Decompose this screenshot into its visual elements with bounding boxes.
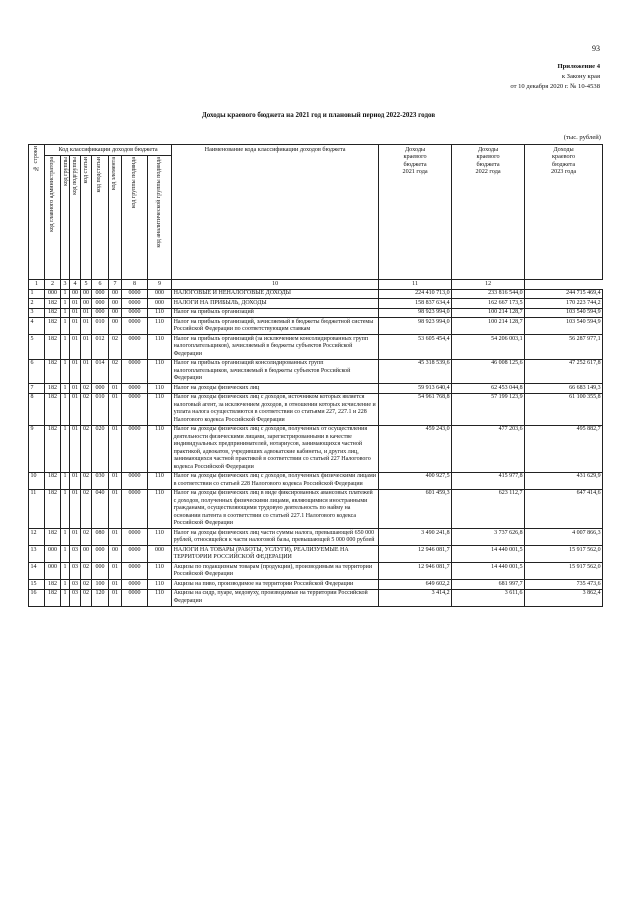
code-cell: 1 — [61, 299, 70, 309]
code-cell: 010 — [92, 318, 109, 335]
name-cell: Акцизы на пиво, производимое на территории Российской Федерации — [172, 580, 379, 590]
code-cell: 012 — [92, 335, 109, 360]
code-cell: 1 — [61, 359, 70, 384]
value-2021-cell: 3 414,2 — [379, 589, 452, 606]
code-cell: 01 — [109, 580, 122, 590]
row-number: 14 — [29, 563, 45, 580]
value-2021-cell: 3 490 241,8 — [379, 529, 452, 546]
code-cell: 0000 — [122, 563, 148, 580]
table-row — [29, 489, 603, 529]
code-cell: 0000 — [122, 335, 148, 360]
code-header: код группы — [61, 156, 70, 280]
code-cell: 01 — [70, 384, 81, 394]
code-cell: 1 — [61, 289, 70, 299]
code-cell: 182 — [45, 359, 61, 384]
code-cell: 02 — [81, 425, 92, 472]
table-row — [29, 563, 603, 580]
code-cell: 0000 — [122, 384, 148, 394]
value-2021-cell: 45 318 539,6 — [379, 359, 452, 384]
name-cell: Налог на доходы физических лиц — [172, 384, 379, 394]
table-row — [29, 529, 603, 546]
classification-group-header: Код классификации доходов бюджета — [45, 145, 172, 156]
row-number: 8 — [29, 393, 45, 425]
code-cell: 000 — [92, 299, 109, 309]
row-number: 7 — [29, 384, 45, 394]
code-cell: 1 — [61, 546, 70, 563]
code-cell: 1 — [61, 335, 70, 360]
code-cell: 01 — [70, 529, 81, 546]
appendix-block — [510, 62, 600, 91]
code-cell: 182 — [45, 335, 61, 360]
row-number: 9 — [29, 425, 45, 472]
code-cell: 0000 — [122, 393, 148, 425]
value-2022-cell: 54 206 003,1 — [452, 335, 525, 360]
code-cell: 03 — [70, 580, 81, 590]
code-cell: 110 — [148, 359, 172, 384]
code-cell: 0000 — [122, 359, 148, 384]
code-cell: 00 — [109, 308, 122, 318]
code-cell: 110 — [148, 308, 172, 318]
value-2023-cell: 244 715 469,4 — [525, 289, 603, 299]
code-header: код группы подвида — [122, 156, 148, 280]
name-cell: Налог на прибыль организаций — [172, 308, 379, 318]
code-cell: 1 — [61, 308, 70, 318]
year-2022-header: Доходы краевого бюджета 2022 года — [452, 145, 525, 280]
name-cell: НАЛОГИ НА ТОВАРЫ (РАБОТЫ, УСЛУГИ), РЕАЛИЗУЕМЫЕ НА ТЕРРИТОРИИ РОССИЙСКОЙ ФЕДЕРАЦИИ — [172, 546, 379, 563]
value-2022-cell: 3 737 626,8 — [452, 529, 525, 546]
code-cell: 02 — [109, 335, 122, 360]
code-cell: 01 — [81, 308, 92, 318]
code-cell: 000 — [92, 384, 109, 394]
code-cell: 01 — [109, 489, 122, 529]
row-number: 5 — [29, 335, 45, 360]
code-cell: 000 — [92, 546, 109, 563]
year-2023-header: Доходы краевого бюджета 2023 года — [525, 145, 603, 280]
code-header: код главного администратора — [45, 156, 61, 280]
name-cell: Налог на прибыль организаций, зачисляемый в бюджеты бюджетной системы Российской Федерации по соответствующим ставкам — [172, 318, 379, 335]
code-cell: 01 — [109, 589, 122, 606]
value-2022-cell: 233 816 544,0 — [452, 289, 525, 299]
row-number: 10 — [29, 472, 45, 489]
code-cell: 01 — [70, 472, 81, 489]
name-cell: Налог на прибыль организаций консолидированных групп налогоплательщиков, зачисляемый в бюджеты субъектов Российской Федерации — [172, 359, 379, 384]
code-cell: 000 — [148, 299, 172, 309]
code-cell: 1 — [61, 384, 70, 394]
column-number: 12 — [452, 280, 525, 290]
table-row — [29, 318, 603, 335]
code-cell: 02 — [81, 489, 92, 529]
code-cell: 01 — [70, 393, 81, 425]
value-2021-cell: 601 459,3 — [379, 489, 452, 529]
code-cell: 02 — [81, 563, 92, 580]
code-cell: 040 — [92, 489, 109, 529]
name-cell: Налог на доходы физических лиц с доходов, источником которых является налоговый агент, за исключением доходов, в отношении которых исчисление и уплата налога осуществляются в соответствии со статьями 227, 227.1 и 228 Налогового кодекса Российской Федерации — [172, 393, 379, 425]
value-2021-cell: 224 410 713,0 — [379, 289, 452, 299]
code-cell: 182 — [45, 425, 61, 472]
table-row — [29, 589, 603, 606]
code-cell: 01 — [70, 335, 81, 360]
code-cell: 0000 — [122, 589, 148, 606]
value-2023-cell: 735 473,6 — [525, 580, 603, 590]
code-cell: 02 — [81, 393, 92, 425]
name-cell: Налог на доходы физических лиц с доходов, полученных от осуществления деятельности физическими лицами, зарегистрированными в качестве индивидуальных предпринимателей, нотариусов, занимающихся частной практикой, адвокатов, учредивших адвокатские кабинеты, и других лиц, занимающихся частной практикой в соответствии со статьей 227 Налогового кодекса Российской Федерации — [172, 425, 379, 472]
code-cell: 00 — [109, 546, 122, 563]
appendix-law: к Закону края — [561, 72, 600, 80]
value-2023-cell: 103 540 594,9 — [525, 318, 603, 335]
code-cell: 1 — [61, 318, 70, 335]
code-header: код аналитической группы подвида — [148, 156, 172, 280]
code-cell: 03 — [70, 589, 81, 606]
code-cell: 0000 — [122, 299, 148, 309]
value-2021-cell: 12 946 081,7 — [379, 546, 452, 563]
column-number: 4 — [70, 280, 81, 290]
value-2022-cell: 62 453 044,8 — [452, 384, 525, 394]
code-cell: 01 — [70, 359, 81, 384]
code-cell: 02 — [81, 589, 92, 606]
code-cell: 01 — [70, 299, 81, 309]
value-2023-cell: 15 917 562,0 — [525, 563, 603, 580]
code-cell: 010 — [92, 393, 109, 425]
value-2023-cell: 431 629,9 — [525, 472, 603, 489]
table-row — [29, 335, 603, 360]
code-cell: 110 — [148, 318, 172, 335]
column-number: 7 — [109, 280, 122, 290]
code-cell: 0000 — [122, 580, 148, 590]
document-title: Доходы краевого бюджета на 2021 год и плановый период 2022-2023 годов — [201, 111, 436, 119]
code-cell: 1 — [61, 589, 70, 606]
value-2023-cell: 103 540 594,9 — [525, 308, 603, 318]
column-number: 5 — [81, 280, 92, 290]
table-row — [29, 289, 603, 299]
table-row — [29, 299, 603, 309]
code-cell: 182 — [45, 393, 61, 425]
value-2022-cell: 14 440 001,5 — [452, 563, 525, 580]
value-2023-cell: 495 882,7 — [525, 425, 603, 472]
code-cell: 182 — [45, 489, 61, 529]
table-row — [29, 546, 603, 563]
code-cell: 182 — [45, 580, 61, 590]
name-cell: Налог на прибыль организаций (за исключением консолидированных групп налогоплательщиков), зачисляемый в бюджеты субъектов Российской Федерации — [172, 335, 379, 360]
code-cell: 00 — [81, 299, 92, 309]
code-cell: 00 — [109, 318, 122, 335]
value-2022-cell: 623 112,7 — [452, 489, 525, 529]
name-cell: Налог на доходы физических лиц в виде фиксированных авансовых платежей с доходов, полученных физическими лицами, являющимися иностранными гражданами, осуществляющими трудовую деятельность по найму на основании патента в соответствии со статьей 227.1 Налогового кодекса Российской Федерации — [172, 489, 379, 529]
code-cell: 000 — [45, 289, 61, 299]
appendix-title: Приложение 4 — [557, 63, 600, 70]
code-cell: 01 — [109, 529, 122, 546]
column-number: 1 — [29, 280, 45, 290]
code-cell: 110 — [148, 335, 172, 360]
code-cell: 01 — [81, 335, 92, 360]
value-2022-cell: 681 997,7 — [452, 580, 525, 590]
value-2022-cell: 162 667 173,5 — [452, 299, 525, 309]
column-number: 2 — [45, 280, 61, 290]
value-2022-cell: 477 203,6 — [452, 425, 525, 472]
value-2023-cell: 4 007 866,3 — [525, 529, 603, 546]
code-cell: 1 — [61, 563, 70, 580]
value-2023-cell: 61 100 355,8 — [525, 393, 603, 425]
code-cell: 110 — [148, 529, 172, 546]
code-cell: 01 — [109, 563, 122, 580]
row-number-header: № строки — [29, 145, 45, 280]
code-cell: 02 — [81, 472, 92, 489]
value-2023-cell: 15 917 562,0 — [525, 546, 603, 563]
code-cell: 110 — [148, 580, 172, 590]
code-cell: 02 — [81, 529, 92, 546]
code-cell: 000 — [92, 308, 109, 318]
budget-table — [28, 144, 603, 607]
name-cell: НАЛОГОВЫЕ И НЕНАЛОГОВЫЕ ДОХОДЫ — [172, 289, 379, 299]
code-cell: 00 — [81, 289, 92, 299]
row-number: 2 — [29, 299, 45, 309]
code-cell: 182 — [45, 318, 61, 335]
code-cell: 02 — [109, 359, 122, 384]
units-label: (тыс. рублей) — [563, 134, 601, 141]
code-cell: 110 — [148, 563, 172, 580]
code-cell: 1 — [61, 425, 70, 472]
code-cell: 000 — [45, 563, 61, 580]
code-cell: 000 — [148, 546, 172, 563]
code-cell: 000 — [45, 546, 61, 563]
code-header: код элемента — [109, 156, 122, 280]
value-2021-cell: 98 923 994,0 — [379, 318, 452, 335]
code-cell: 182 — [45, 472, 61, 489]
code-cell: 1 — [61, 472, 70, 489]
code-cell: 110 — [148, 384, 172, 394]
code-cell: 182 — [45, 308, 61, 318]
name-cell: Налог на доходы физических лиц части суммы налога, превышающей 650 000 рублей, относящейся к части налоговой базы, превышающей 5 000 000 рублей — [172, 529, 379, 546]
column-number: 6 — [92, 280, 109, 290]
code-cell: 0000 — [122, 529, 148, 546]
code-cell: 182 — [45, 529, 61, 546]
column-number: 8 — [122, 280, 148, 290]
code-cell: 01 — [81, 359, 92, 384]
code-cell: 110 — [148, 393, 172, 425]
code-cell: 01 — [109, 384, 122, 394]
row-number: 16 — [29, 589, 45, 606]
table-row — [29, 425, 603, 472]
year-2021-header: Доходы краевого бюджета 2021 года — [379, 145, 452, 280]
code-cell: 030 — [92, 472, 109, 489]
value-2021-cell: 459 243,0 — [379, 425, 452, 472]
value-2021-cell: 53 605 454,4 — [379, 335, 452, 360]
column-number: 3 — [61, 280, 70, 290]
code-header: код подгруппы — [70, 156, 81, 280]
code-cell: 01 — [70, 425, 81, 472]
value-2022-cell: 57 199 123,9 — [452, 393, 525, 425]
code-cell: 02 — [81, 384, 92, 394]
code-cell: 01 — [70, 308, 81, 318]
code-cell: 0000 — [122, 318, 148, 335]
row-number: 11 — [29, 489, 45, 529]
value-2023-cell: 56 287 977,1 — [525, 335, 603, 360]
code-cell: 03 — [70, 546, 81, 563]
value-2021-cell: 12 946 081,7 — [379, 563, 452, 580]
value-2021-cell: 54 961 768,8 — [379, 393, 452, 425]
page-number: 93 — [592, 44, 600, 53]
code-cell: 000 — [92, 289, 109, 299]
value-2021-cell: 649 602,2 — [379, 580, 452, 590]
value-2023-cell: 647 414,6 — [525, 489, 603, 529]
code-cell: 0000 — [122, 425, 148, 472]
value-2022-cell: 415 977,8 — [452, 472, 525, 489]
table-row — [29, 308, 603, 318]
name-cell: НАЛОГИ НА ПРИБЫЛЬ, ДОХОДЫ — [172, 299, 379, 309]
value-2023-cell: 47 252 617,8 — [525, 359, 603, 384]
code-cell: 1 — [61, 489, 70, 529]
code-cell: 0000 — [122, 546, 148, 563]
code-cell: 110 — [148, 425, 172, 472]
code-cell: 01 — [109, 393, 122, 425]
code-cell: 110 — [148, 489, 172, 529]
row-number: 13 — [29, 546, 45, 563]
row-number: 15 — [29, 580, 45, 590]
code-cell: 1 — [61, 580, 70, 590]
table-row — [29, 384, 603, 394]
code-cell: 0000 — [122, 289, 148, 299]
value-2023-cell: 66 683 149,3 — [525, 384, 603, 394]
table-row — [29, 393, 603, 425]
code-cell: 0000 — [122, 489, 148, 529]
code-cell: 020 — [92, 425, 109, 472]
code-cell: 01 — [81, 318, 92, 335]
code-cell: 182 — [45, 299, 61, 309]
code-cell: 01 — [109, 425, 122, 472]
code-cell: 110 — [148, 589, 172, 606]
code-cell: 00 — [70, 289, 81, 299]
value-2021-cell: 158 837 634,4 — [379, 299, 452, 309]
column-number: 10 — [172, 280, 379, 290]
appendix-date: от 10 декабря 2020 г. № 10-4538 — [510, 82, 600, 90]
code-cell: 03 — [70, 563, 81, 580]
row-number: 12 — [29, 529, 45, 546]
row-number: 6 — [29, 359, 45, 384]
code-header: код подстатьи — [92, 156, 109, 280]
column-number-row — [29, 280, 603, 290]
row-number: 4 — [29, 318, 45, 335]
row-number: 3 — [29, 308, 45, 318]
name-cell: Акцизы по подакцизным товарам (продукции), производимым на территории Российской Федерации — [172, 563, 379, 580]
code-cell: 0000 — [122, 308, 148, 318]
code-cell: 100 — [92, 580, 109, 590]
code-cell: 02 — [81, 580, 92, 590]
value-2023-cell: 170 223 744,2 — [525, 299, 603, 309]
code-cell: 00 — [81, 546, 92, 563]
table-row — [29, 359, 603, 384]
code-cell: 182 — [45, 589, 61, 606]
name-header: Наименование кода классификации доходов бюджета — [172, 145, 379, 280]
code-cell: 01 — [70, 318, 81, 335]
code-cell: 000 — [148, 289, 172, 299]
column-number: 11 — [379, 280, 452, 290]
code-cell: 0000 — [122, 472, 148, 489]
row-number: 1 — [29, 289, 45, 299]
code-cell: 182 — [45, 384, 61, 394]
value-2022-cell: 46 008 125,6 — [452, 359, 525, 384]
table-row — [29, 472, 603, 489]
value-2022-cell: 100 214 128,7 — [452, 318, 525, 335]
name-cell: Налог на доходы физических лиц с доходов, полученных физическими лицами в соответствии со статьей 228 Налогового кодекса Российской Федерации — [172, 472, 379, 489]
code-cell: 110 — [148, 472, 172, 489]
value-2021-cell: 400 927,5 — [379, 472, 452, 489]
value-2021-cell: 59 913 640,4 — [379, 384, 452, 394]
code-cell: 01 — [70, 489, 81, 529]
code-cell: 00 — [109, 299, 122, 309]
code-cell: 01 — [109, 472, 122, 489]
value-2022-cell: 100 214 128,7 — [452, 308, 525, 318]
column-number: 9 — [148, 280, 172, 290]
value-2022-cell: 3 611,6 — [452, 589, 525, 606]
code-cell: 120 — [92, 589, 109, 606]
table-row — [29, 580, 603, 590]
code-cell: 1 — [61, 529, 70, 546]
code-header: код статьи — [81, 156, 92, 280]
code-cell: 000 — [92, 563, 109, 580]
value-2023-cell: 3 862,4 — [525, 589, 603, 606]
name-cell: Акцизы на сидр, пуаре, медовуху, производимые на территории Российской Федерации — [172, 589, 379, 606]
value-2022-cell: 14 440 001,5 — [452, 546, 525, 563]
code-cell: 014 — [92, 359, 109, 384]
code-cell: 00 — [109, 289, 122, 299]
code-cell: 080 — [92, 529, 109, 546]
code-cell: 1 — [61, 393, 70, 425]
value-2021-cell: 98 923 994,0 — [379, 308, 452, 318]
